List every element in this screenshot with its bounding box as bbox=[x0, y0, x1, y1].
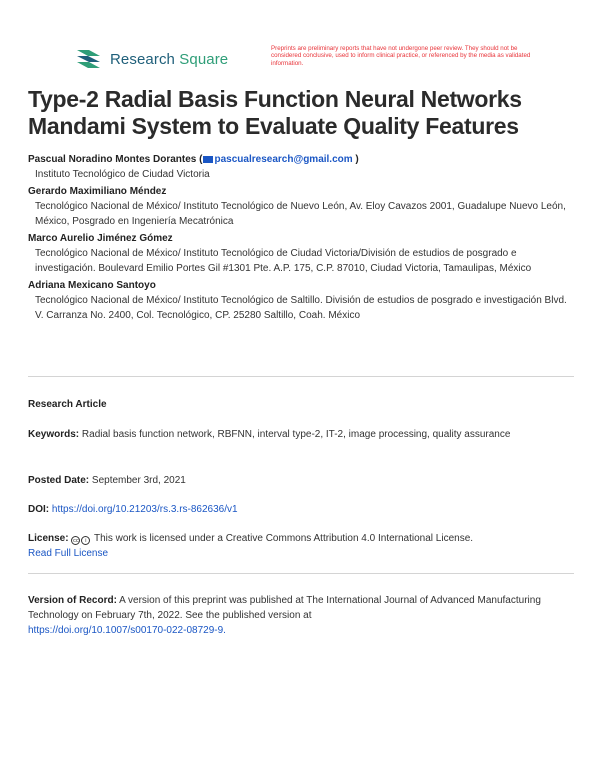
section-divider bbox=[28, 573, 574, 574]
logo-word-research: Research bbox=[110, 50, 175, 68]
doi-link[interactable]: https://doi.org/10.21203/rs.3.rs-862636/v1 bbox=[51, 504, 238, 515]
author-affiliation: Tecnológico Nacional de México/ Instituto Tecnológico de Nuevo León, Av. Eloy Cavazos 2001, Guadalupe Nuevo León, México, Posgrado en Ingeniería Mecatrónica bbox=[35, 201, 566, 227]
doi bbox=[28, 502, 574, 517]
author-list bbox=[28, 152, 578, 323]
author-name: Gerardo Maximiliano Méndez bbox=[28, 186, 167, 197]
section-divider bbox=[28, 376, 574, 377]
version-label: Version of Record: bbox=[28, 595, 117, 606]
article-type: Research Article bbox=[28, 399, 107, 410]
logo-word-square: Square bbox=[179, 50, 229, 68]
keywords-label: Keywords: bbox=[28, 429, 80, 440]
author-name: Pascual Noradino Montes Dorantes bbox=[28, 154, 197, 165]
author-affiliation: Tecnológico Nacional de México/ Instituto Tecnológico de Saltillo. División de estudios de posgrado e investigación Blvd. V. Carranza No. 2400, Col. Tecnológico, CP. 25280 Saltillo, Coah. México bbox=[35, 295, 567, 321]
posted-date-label: Posted Date: bbox=[28, 475, 90, 486]
email-icon bbox=[203, 156, 213, 163]
author-entry: Pascual Noradino Montes Dorantes ( pascualresearch@gmail.com ) bbox=[28, 154, 359, 165]
license-label: License: bbox=[28, 533, 69, 544]
keywords bbox=[28, 427, 574, 442]
author-affiliation: Tecnológico Nacional de México/ Instituto Tecnológico de Ciudad Victoria/División de estudios de posgrado e investigación. Boulevard Emilio Portes Gil #1301 Pte. A.P. 175, C.P. 87010, Ciudad Victoria, Tamaulipas, México bbox=[35, 248, 532, 274]
creative-commons-icon: cc bbox=[73, 538, 79, 544]
doi-label: DOI: bbox=[28, 504, 50, 515]
posted-date-value: September 3rd, 2021 bbox=[91, 475, 186, 486]
published-version-link[interactable]: https://doi.org/10.1007/s00170-022-08729-9. bbox=[28, 625, 226, 636]
version-of-record bbox=[28, 593, 574, 638]
license-text: This work is licensed under a Creative Commons Attribution 4.0 International License. bbox=[93, 533, 474, 544]
license bbox=[28, 531, 574, 561]
keywords-value: Radial basis function network, RBFNN, interval type-2, IT-2, image processing, quality assurance bbox=[81, 429, 511, 440]
research-square-logo-icon bbox=[75, 48, 102, 70]
author-name: Marco Aurelio Jiménez Gómez bbox=[28, 233, 173, 244]
author-name: Adriana Mexicano Santoyo bbox=[28, 280, 156, 291]
version-text: A version of this preprint was published at The International Journal of Advanced Manufacturing Technology on February 7th, 2022. See the published version at bbox=[28, 595, 541, 621]
author-email-link[interactable]: pascualresearch@gmail.com bbox=[214, 154, 353, 165]
logo-wordmark bbox=[110, 51, 228, 68]
author-affiliation: Instituto Tecnológico de Ciudad Victoria bbox=[35, 169, 210, 180]
paper-title: Type-2 Radial Basis Function Neural Networks Mandami System to Evaluate Quality Features bbox=[28, 86, 522, 139]
preprint-notice: Preprints are preliminary reports that have not undergone peer review. They should not be considered conclusive, used to inform clinical practice, or referenced by the media as validated information. bbox=[271, 45, 531, 67]
research-square-logo[interactable] bbox=[75, 48, 228, 70]
read-full-license-link[interactable]: Read Full License bbox=[28, 548, 109, 559]
posted-date bbox=[28, 473, 574, 488]
attribution-icon: i bbox=[81, 536, 90, 545]
